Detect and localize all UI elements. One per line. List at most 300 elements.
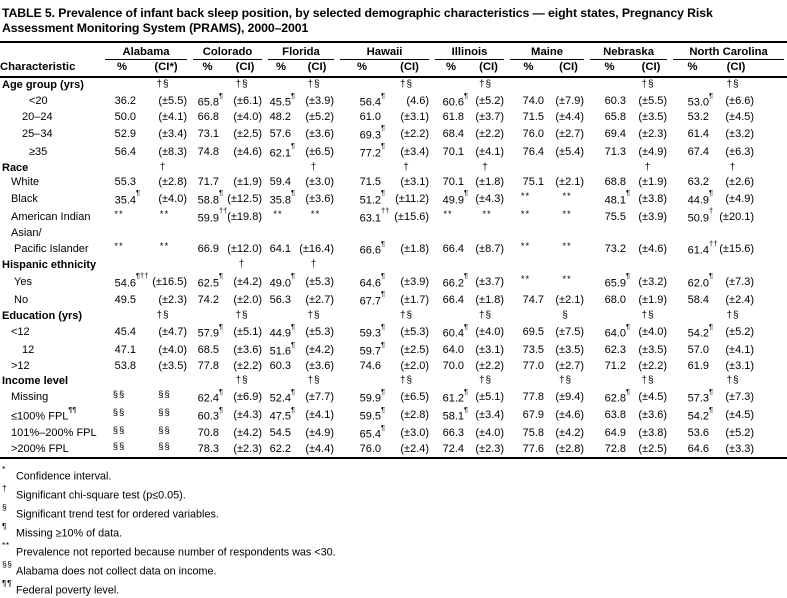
row-label: Missing <box>11 391 49 404</box>
ci-cell: (±2.5) <box>233 127 262 140</box>
table-body <box>0 77 787 458</box>
ci-cell: (±4.7) <box>158 326 187 339</box>
footnote-marker: §§ <box>2 559 13 570</box>
percent-cell: 56.4 <box>114 145 136 158</box>
footnote-text: Federal poverty level. <box>16 584 120 597</box>
percent-cell: 63.1†† <box>359 206 390 225</box>
ci-cell: (±3.8) <box>638 427 668 440</box>
footnote-text: Confidence interval. <box>16 470 112 483</box>
percent-cell: 74.0 <box>522 95 545 108</box>
percent-cell: 65.8¶ <box>197 90 224 110</box>
ci-cell: (±5.3) <box>400 326 430 339</box>
percent-cell: 77.2¶ <box>359 141 386 160</box>
percent-cell: 59.3¶ <box>359 321 386 340</box>
ci-cell: (±3.9) <box>638 210 668 223</box>
percent-cell: 55.3 <box>114 176 136 189</box>
percent-cell: 58.8¶ <box>197 188 224 207</box>
ci-cell: §§ <box>158 407 171 419</box>
corner-cell <box>0 42 102 60</box>
percent-cell: 69.5 <box>522 326 545 339</box>
percent-cell: 59.9¶ <box>359 386 386 405</box>
percent-cell: 57.0 <box>687 344 710 357</box>
ci-cell: (±2.4) <box>725 293 755 306</box>
ci-cell: (±2.3) <box>225 442 265 457</box>
ci-cell: (±4.3) <box>233 409 262 422</box>
percent-cell: 66.6¶ <box>359 238 386 257</box>
ci-cell: (±3.5) <box>638 344 668 357</box>
table-title: TABLE 5. Prevalence of infant back sleep position, by selected demographic characteristics — eight states, Pregnancy Risk Assessment Monitoring System (PRAMS), 2000–2001 <box>2 6 713 36</box>
percent-cell: 54.2¶ <box>687 321 714 340</box>
ci-cell: (±3.1) <box>725 360 755 373</box>
state-name: Nebraska <box>590 45 667 60</box>
marker-spacer-cell <box>670 161 715 175</box>
state-header <box>432 42 507 60</box>
percent-cell: 73.1 <box>197 127 219 140</box>
ci-cell: (±5.2) <box>305 111 335 124</box>
marker-cell: †§ <box>726 78 740 90</box>
percent-cell: 72.4 <box>432 442 470 457</box>
ci-cell: (±2.8) <box>400 409 430 422</box>
ci-cell: (±3.7) <box>475 111 505 124</box>
row-label: Education (yrs) <box>2 309 83 322</box>
marker-cell: † <box>482 161 489 173</box>
state-header <box>670 42 787 60</box>
percent-cell: 66.3 <box>442 427 465 440</box>
ci-cell: (±3.9) <box>400 275 430 288</box>
percent-cell: 62.1¶ <box>269 141 296 160</box>
ci-cell: (±8.7) <box>475 243 505 256</box>
marker-cell <box>550 77 587 92</box>
row-label: White <box>11 176 40 189</box>
row-label: ≥35 <box>29 145 48 158</box>
percent-cell: 49.0¶ <box>269 271 296 290</box>
ci-cell: (±11.2) <box>395 192 430 205</box>
ci-cell: (±3.6) <box>305 192 335 205</box>
percent-cell: 54.6¶†† <box>114 271 149 290</box>
ci-cell: (±5.1) <box>233 326 262 339</box>
ci-cell: (±3.7) <box>475 275 505 288</box>
marker-cell: † <box>403 161 410 173</box>
spacer-cell <box>757 374 787 388</box>
ci-cell: (±19.8) <box>227 210 262 223</box>
percent-cell: 45.4 <box>114 326 136 339</box>
marker-cell <box>715 258 757 272</box>
ci-cell: (±6.6) <box>725 95 755 108</box>
percent-cell: 62.2 <box>265 442 297 457</box>
ci-cell: (±5.2) <box>475 95 505 108</box>
ci-cell: (±3.2) <box>725 127 755 140</box>
ci-cell: (±5.5) <box>638 95 668 108</box>
spacer-cell <box>757 424 787 442</box>
percent-header: % <box>102 60 142 77</box>
percent-cell: 66.9 <box>197 243 219 256</box>
ci-cell: (±2.2) <box>475 360 505 373</box>
ci-cell: (±8.3) <box>158 145 187 158</box>
marker-cell: †§ <box>641 374 655 386</box>
row-label: >12 <box>11 360 30 373</box>
marker-cell: † <box>159 161 167 173</box>
percent-cell: 61.2¶ <box>442 386 469 405</box>
ci-cell: (±6.9) <box>233 391 262 404</box>
ci-cell: (±4.0) <box>233 111 262 124</box>
ci-header: (CI) <box>632 60 670 77</box>
row-label: Hispanic ethnicity <box>2 259 97 272</box>
percent-cell: 70.0 <box>442 360 465 373</box>
marker-cell: †§ <box>399 374 414 386</box>
ci-cell: (±3.9) <box>305 95 335 108</box>
marker-cell: †§ <box>235 78 249 90</box>
percent-cell: 58.4 <box>687 293 710 306</box>
marker-spacer-cell <box>102 309 142 323</box>
ci-cell: (±9.4) <box>555 391 585 404</box>
percent-cell: ** <box>520 190 531 202</box>
row-label: No <box>14 293 29 306</box>
ci-cell: (±3.2) <box>638 275 668 288</box>
ci-cell: (±7.5) <box>555 326 585 339</box>
ci-cell: (±3.1) <box>400 176 430 189</box>
marker-spacer-cell <box>337 161 387 175</box>
percent-cell: 64.6¶ <box>359 271 386 290</box>
footnotes <box>0 465 787 598</box>
marker-cell: †§ <box>399 309 414 321</box>
ci-cell: (4.6) <box>406 95 430 108</box>
ci-header: (CI) <box>470 60 507 77</box>
ci-cell: (±3.5) <box>158 360 187 373</box>
row-label: Pacific Islander <box>14 243 89 256</box>
marker-spacer-cell <box>337 374 387 388</box>
spacer-cell <box>757 388 787 406</box>
percent-cell: 75.8 <box>522 427 545 440</box>
ci-cell: (±2.2) <box>233 360 262 373</box>
characteristic-header: Characteristic <box>0 60 102 77</box>
ci-cell: (±2.1) <box>555 176 585 189</box>
state-name: Hawaii <box>340 45 429 60</box>
ci-cell: (±4.2) <box>305 344 335 357</box>
table-row <box>0 77 787 92</box>
ci-cell: (±3.6) <box>305 360 335 373</box>
ci-cell: (±3.6) <box>638 409 668 422</box>
percent-cell: 47.5¶ <box>269 404 296 423</box>
marker-spacer-cell <box>102 161 142 175</box>
ci-cell: (±16.5) <box>152 275 187 288</box>
ci-cell: (±5.1) <box>475 391 505 404</box>
ci-header: (CI) <box>715 60 757 77</box>
ci-cell: (±1.8) <box>475 176 505 189</box>
ci-cell: (±1.7) <box>400 293 430 306</box>
percent-cell: 65.4¶ <box>359 422 386 442</box>
ci-cell: (±4.2) <box>233 275 262 288</box>
footnote <box>2 465 787 484</box>
footnote <box>2 484 787 503</box>
marker-cell: †§ <box>235 309 249 321</box>
ci-cell: ** <box>159 208 170 220</box>
marker-cell: †§ <box>726 374 740 386</box>
footnote-marker: † <box>2 483 8 494</box>
ci-cell: (±2.2) <box>638 360 668 373</box>
spacer-cell <box>757 143 787 161</box>
footnote-marker: § <box>2 502 8 513</box>
percent-cell: 71.5 <box>522 111 545 124</box>
percent-cell: 60.3 <box>604 95 627 108</box>
ci-cell: (±4.9) <box>305 427 335 440</box>
marker-spacer-cell <box>587 161 632 175</box>
ci-header: (CI) <box>297 60 337 77</box>
ci-cell: ** <box>562 273 572 285</box>
ci-header: (CI) <box>225 60 265 77</box>
percent-cell: 62.4¶ <box>197 386 224 405</box>
state-name: Maine <box>510 45 584 60</box>
percent-cell: 53.0¶ <box>687 90 714 110</box>
percent-header: % <box>432 60 470 77</box>
percent-cell: 62.0¶ <box>687 271 714 290</box>
spacer-cell <box>757 208 787 226</box>
ci-cell: (±3.1) <box>475 344 505 357</box>
percent-cell: 70.8 <box>197 427 219 440</box>
spacer-cell <box>757 309 787 323</box>
percent-cell: 61.8 <box>442 111 465 124</box>
percent-cell: 76.0 <box>337 442 387 457</box>
spacer-cell <box>757 125 787 143</box>
marker-cell: † <box>310 161 318 173</box>
ci-header: (CI) <box>550 60 587 77</box>
state-header <box>507 42 587 60</box>
percent-cell: 61.0 <box>359 111 382 124</box>
ci-cell: §§ <box>158 425 171 437</box>
percent-cell: 74.2 <box>197 293 219 306</box>
marker-cell: † <box>644 161 652 173</box>
marker-spacer-cell <box>337 258 387 272</box>
percent-cell: 77.6 <box>507 442 550 457</box>
marker-cell <box>632 258 670 272</box>
footnote-marker: ** <box>2 540 10 551</box>
ci-cell: (±4.0) <box>158 344 187 357</box>
footnote-text: Prevalence not reported because number of respondents was <30. <box>16 546 336 559</box>
marker-spacer-cell <box>337 77 387 92</box>
spacer-cell <box>757 190 787 208</box>
ci-cell: (±3.5) <box>638 111 668 124</box>
row-label: Black <box>11 192 38 205</box>
ci-cell: (±3.0) <box>400 427 430 440</box>
percent-cell: 56.3 <box>269 293 291 306</box>
ci-cell: (±4.1) <box>305 409 335 422</box>
percent-cell: 68.4 <box>442 127 465 140</box>
percent-cell: 61.4 <box>687 127 710 140</box>
ci-cell: (±1.8) <box>475 293 505 306</box>
percent-cell: 60.6¶ <box>442 90 469 110</box>
ci-cell: (±2.7) <box>555 127 585 140</box>
percent-cell: 76.0 <box>522 127 545 140</box>
ci-cell: (±5.2) <box>725 427 755 440</box>
row-label-sup: ¶¶ <box>68 404 77 414</box>
percent-cell: 68.8 <box>604 176 627 189</box>
percent-cell: 71.3 <box>604 145 627 158</box>
percent-cell: 54.2¶ <box>687 404 714 423</box>
footnote-text: Significant trend test for ordered variables. <box>16 508 219 521</box>
header-row-columns <box>0 60 787 77</box>
ci-cell: (±2.7) <box>305 293 335 306</box>
percent-cell: 66.4 <box>442 243 465 256</box>
percent-cell: 58.1¶ <box>442 404 469 423</box>
percent-cell: 70.1 <box>442 145 465 158</box>
marker-spacer-cell <box>507 309 550 323</box>
marker-cell: †§ <box>641 309 655 321</box>
percent-cell: 59.5¶ <box>359 404 386 423</box>
percent-cell: 61.4†† <box>687 238 718 257</box>
ci-cell: (±2.6) <box>725 176 755 189</box>
percent-cell: ** <box>114 241 124 253</box>
ci-cell: (±5.2) <box>725 326 755 339</box>
ci-cell: (±6.1) <box>233 95 262 108</box>
marker-spacer-cell <box>337 309 387 323</box>
ci-cell: (±4.0) <box>638 326 668 339</box>
percent-cell: 35.4¶ <box>114 188 141 207</box>
row-label: >200% FPL <box>0 442 102 457</box>
table-row <box>0 359 787 373</box>
percent-cell: 64.1 <box>269 243 291 256</box>
ci-cell: (±6.3) <box>725 145 755 158</box>
row-label: ≤100% FPL¶¶ <box>11 404 77 423</box>
percent-cell: 62.5¶ <box>197 271 224 290</box>
ci-cell: (±4.1) <box>475 145 505 158</box>
percent-cell: 71.5 <box>359 176 382 189</box>
table-row <box>0 323 787 341</box>
state-header <box>265 42 337 60</box>
ci-cell: (±6.5) <box>400 391 430 404</box>
spacer-cell <box>757 240 787 258</box>
ci-cell: (±3.5) <box>555 344 585 357</box>
percent-cell: 50.9† <box>687 206 714 225</box>
percent-cell: ** <box>520 273 531 285</box>
percent-cell: 64.0¶ <box>604 321 631 340</box>
ci-cell: (±15.6) <box>394 210 430 223</box>
ci-cell: (±5.3) <box>305 326 335 339</box>
percent-cell: 53.2 <box>687 111 710 124</box>
ci-cell: (±4.2) <box>555 427 585 440</box>
ci-cell: (±20.1) <box>719 210 755 223</box>
marker-spacer-cell <box>587 77 632 92</box>
ci-cell: (±4.1) <box>158 111 187 124</box>
percent-cell: 73.2 <box>604 243 627 256</box>
spacer-cell <box>757 110 787 124</box>
row-label: Asian/ <box>11 226 42 239</box>
ci-cell: (±4.0) <box>475 326 505 339</box>
marker-cell: †§ <box>558 374 573 386</box>
ci-cell: (±1.9) <box>638 293 668 306</box>
table-row <box>0 273 787 291</box>
percent-cell: 35.8¶ <box>269 188 296 207</box>
percent-cell: 69.3¶ <box>359 123 386 142</box>
table-row <box>0 442 787 457</box>
footnote-marker: ¶ <box>2 521 8 532</box>
state-header <box>102 42 190 60</box>
percent-cell: 44.9¶ <box>269 321 296 340</box>
percent-cell: 74.7 <box>522 293 545 306</box>
ci-cell: (±5.3) <box>305 275 335 288</box>
ci-cell: (±1.9) <box>233 176 262 189</box>
marker-cell: † <box>238 259 246 271</box>
percent-cell: 68.0 <box>604 293 627 306</box>
percent-cell: 51.6¶ <box>269 339 296 359</box>
ci-cell: (±15.6) <box>719 243 755 256</box>
spacer-cell <box>757 175 787 189</box>
percent-cell: 73.5 <box>522 344 545 357</box>
marker-cell: †§ <box>478 78 493 90</box>
marker-cell <box>470 258 507 272</box>
percent-cell: 66.4 <box>442 293 465 306</box>
ci-cell: (±2.3) <box>158 293 187 306</box>
percent-cell: 47.1 <box>114 344 136 357</box>
ci-cell: §§ <box>142 440 190 455</box>
ci-cell: (±3.3) <box>715 442 757 457</box>
ci-cell: (±6.5) <box>305 145 335 158</box>
footnote <box>2 560 787 579</box>
row-label: American Indian <box>11 210 91 223</box>
ci-cell: (±2.8) <box>158 176 187 189</box>
state-name: Illinois <box>435 45 504 60</box>
row-label: Yes <box>14 275 32 288</box>
footnote-marker: * <box>2 464 6 475</box>
percent-cell: 54.5 <box>269 427 291 440</box>
ci-cell: (±4.9) <box>638 145 668 158</box>
marker-spacer-cell <box>265 161 297 175</box>
ci-cell: ** <box>562 190 572 202</box>
table-row <box>0 341 787 359</box>
percent-cell: 60.3¶ <box>197 404 224 423</box>
ci-cell: (±2.1) <box>555 293 585 306</box>
ci-cell: (±7.3) <box>725 275 755 288</box>
empty-cell <box>102 226 757 240</box>
table-row <box>0 110 787 124</box>
percent-cell: 62.8¶ <box>604 386 631 405</box>
percent-cell: 74.8 <box>197 145 219 158</box>
table-row <box>0 208 787 226</box>
row-label: <20 <box>29 95 48 108</box>
marker-cell: †§ <box>307 78 321 90</box>
ci-cell: (±3.6) <box>305 127 335 140</box>
percent-cell: 59.4 <box>269 176 291 189</box>
marker-cell: †§ <box>478 309 493 321</box>
marker-cell <box>387 258 432 272</box>
row-label: 12 <box>22 344 35 357</box>
ci-cell: (±7.9) <box>555 95 585 108</box>
ci-cell: (±2.5) <box>400 344 430 357</box>
percent-cell: 49.9¶ <box>442 188 469 207</box>
percent-cell: 49.5 <box>114 293 136 306</box>
ci-cell: (±7.7) <box>305 391 335 404</box>
marker-cell <box>225 161 265 175</box>
footnote <box>2 541 787 560</box>
ci-cell: (±1.9) <box>638 176 668 189</box>
percent-cell: 69.4 <box>604 127 627 140</box>
table-row <box>0 161 787 175</box>
percent-cell: 52.9 <box>114 127 136 140</box>
footnote <box>2 503 787 522</box>
percent-cell: 59.7¶ <box>359 339 386 359</box>
ci-cell: (±2.2) <box>400 127 430 140</box>
percent-cell: 53.8 <box>114 360 136 373</box>
marker-cell: † <box>310 259 318 271</box>
marker-cell <box>142 258 190 272</box>
row-label: 25–34 <box>22 127 53 140</box>
percent-cell: 66.8 <box>197 111 219 124</box>
ci-cell: (±4.5) <box>638 391 668 404</box>
percent-header: % <box>507 60 550 77</box>
percent-cell: 56.4¶ <box>359 90 386 110</box>
prams-table <box>0 41 787 459</box>
percent-cell: ** <box>273 208 283 220</box>
ci-cell: ** <box>310 208 321 220</box>
ci-cell: (±12.5) <box>227 192 262 205</box>
